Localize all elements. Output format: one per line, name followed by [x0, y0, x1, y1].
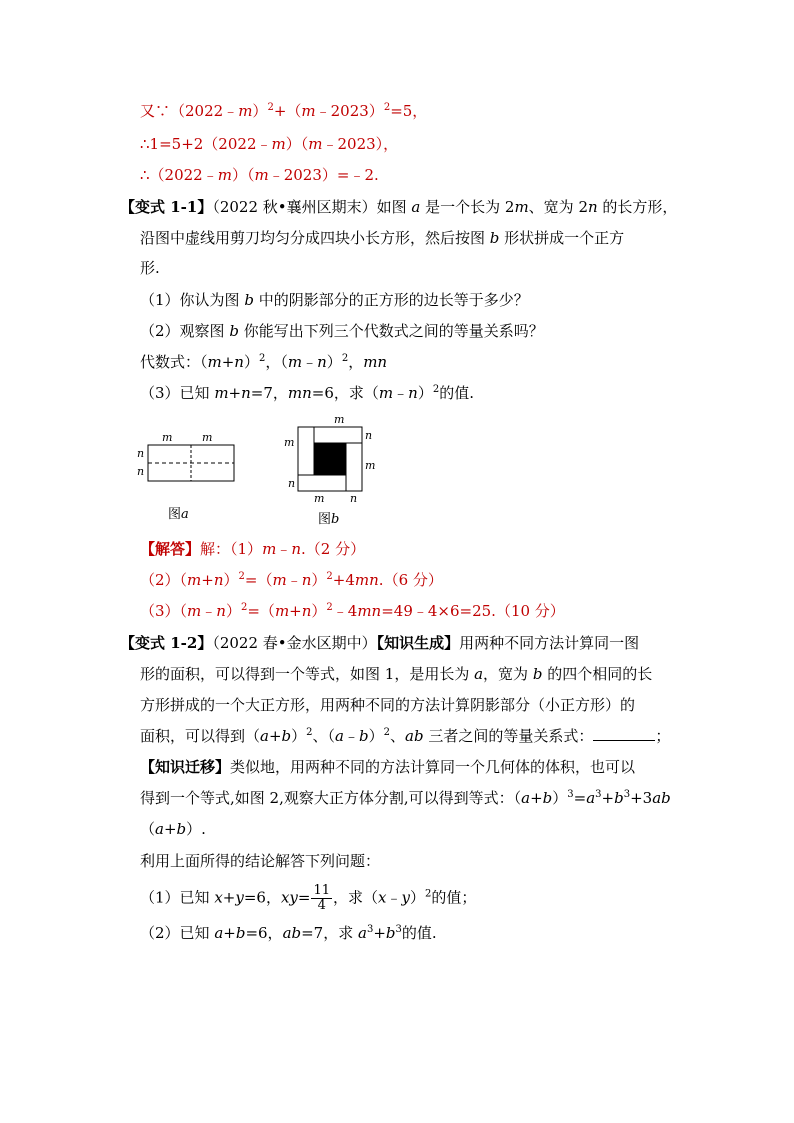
variant-1-2-line4: 面积，可以得到$(a+b)^2$、（a﹣b）$^2$、ab 三者之间的等量关系式： ；: [140, 727, 671, 745]
answer-1-step-2: $(2)(m+n)^2=(m﹣n)^2+4mn.(6$ 分）: [140, 571, 443, 589]
figure-a: [130, 425, 250, 525]
variant-1-2-line5: 【知识迁移】类似地，用两种不同的方法计算同一个几何体的体积，也可以: [140, 758, 636, 776]
figure-b-left-rect: [298, 427, 314, 475]
figure-a-label-n2: n: [137, 465, 145, 478]
variant-1-1-line3: 形.: [140, 259, 160, 277]
figure-b-right-rect: [346, 443, 362, 491]
solution-line-2: ∴1=5+2（2022﹣m）（m﹣2023），: [140, 135, 399, 153]
variant-1-1-q2: （2）观察图 b 你能写出下列三个代数式之间的等量关系吗？: [140, 322, 544, 340]
figure-b-bottom-m: m: [314, 492, 325, 505]
answer-1-step-1: 【解答】解：（1）m﹣n.（2 分）: [140, 540, 366, 558]
variant-1-2-line1: 【变式 1-2】（2022 春•金水区期中）【知识生成】用两种不同方法计算同一图: [120, 634, 640, 652]
solution-line-1: 又∵（2022﹣m）$^2$+（m﹣2023）$^2$=5，: [140, 102, 428, 120]
figure-b: [280, 410, 390, 530]
variant-1-2-line6: 得到一个等式,如图 2,观察大正方体分割,可以得到等式：$(a+b)^3=a^3+b^3+3ab$: [140, 789, 671, 807]
figure-b-bottom-n: n: [350, 492, 358, 505]
figure-b-top-rect: [314, 427, 362, 443]
variant-1-2-line7: （a+b）.: [140, 820, 206, 838]
figure-b-top-m: m: [334, 413, 345, 426]
variant-1-2-line2: 形的面积，可以得到一个等式，如图 1，是用长为 a，宽为 b 的四个相同的长: [140, 665, 653, 683]
figure-b-left-n: n: [288, 477, 296, 490]
fraction-11-over-4: $\frac{11}{4}$: [313, 883, 331, 913]
figure-b-bottom-rect: [298, 475, 346, 491]
variant-1-2-instruction: 利用上面所得的结论解答下列问题：: [140, 852, 381, 870]
figure-a-label-m2: m: [202, 431, 213, 444]
figure-b-right-n: n: [365, 429, 373, 442]
figure-b-left-m: m: [284, 436, 295, 449]
variant-1-2-q2: （2）已知 a+b=6，ab=7，求 $a^3+b^3$的值.: [140, 924, 437, 942]
figure-b-caption: 图b: [318, 512, 340, 527]
solution-line-3: ∴（2022﹣m）（m﹣2023）=﹣2.: [140, 166, 379, 184]
answer-1-step-3: $(3)(m﹣n)^2=(m+n)^2﹣4mn=49﹣4\times 6=25.(10$ 分）: [140, 602, 565, 620]
variant-1-1-line2: 沿图中虚线用剪刀均匀分成四块小长方形，然后按图 b 形状拼成一个正方: [140, 229, 625, 247]
variant-1-2-q1: （1）已知 x+y=6，xy= $\frac{11}{4}$ ，求（x﹣y）$^2$的值；: [140, 883, 477, 913]
figure-a-label-m1: m: [162, 431, 173, 444]
variant-1-2-line3: 方形拼成的一个大正方形，用两种不同的方法计算阴影部分（小正方形）的: [140, 696, 636, 714]
figure-b-right-m: m: [365, 459, 376, 472]
variant-1-1-q1: （1）你认为图 b 中的阴影部分的正方形的边长等于多少？: [140, 291, 529, 309]
figure-b-shaded-square: [314, 443, 346, 475]
variant-1-1-intro: 【变式 1-1】（2022 秋•襄州区期末）如图 a 是一个长为 2m、宽为 2n 的长方形，: [120, 198, 678, 216]
figure-a-caption: 图a: [168, 507, 189, 522]
variant-1-1-expressions: 代数式：$(m+n)^2$，（m﹣n）$^2$，mn: [140, 353, 388, 371]
figure-a-label-n1: n: [137, 447, 145, 460]
answer-blank[interactable]: [593, 726, 655, 741]
variant-1-1-q3: （3）已知 m+n=7，mn=6，求（m﹣n）$^2$的值.: [140, 384, 474, 402]
